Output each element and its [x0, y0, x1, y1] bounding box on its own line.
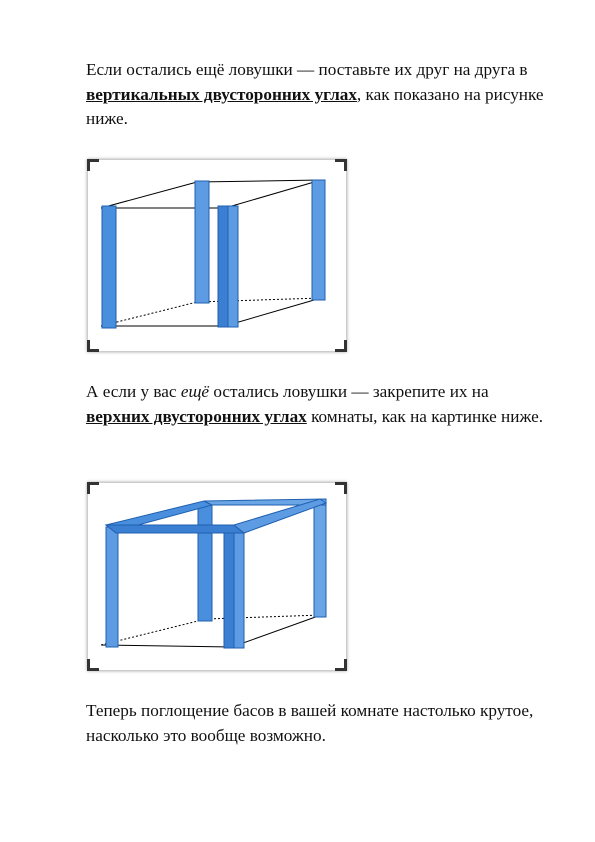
room-diagram-top [88, 483, 346, 670]
trap-front-right [228, 206, 238, 327]
trap-front-right-side [218, 206, 228, 327]
text-span: Если остались ещё ловушки — поставьте их друг на друга в [86, 60, 528, 79]
paragraph-conclusion: Теперь поглощение басов в вашей комнате настолько крутое, насколько это вообще возможно. [86, 701, 534, 745]
frame-corner [335, 482, 347, 494]
trap-front-left [102, 206, 116, 328]
trap-front-right-side [224, 527, 234, 648]
trap-front-left [106, 527, 118, 647]
text-span: , как показано на рисунке ниже. [86, 84, 544, 128]
frame-corner [335, 159, 347, 171]
figure-vertical-corner-traps [87, 159, 347, 352]
room-diagram-vertical [88, 160, 346, 351]
emphasis-top-corners: верхних двусторонних углах [86, 406, 307, 426]
frame-corner [335, 659, 347, 671]
frame-corner [87, 659, 99, 671]
text-span: комнаты, как на картинке ниже. [306, 406, 544, 426]
frame-corner [87, 159, 99, 171]
trap-back-right [312, 180, 325, 300]
text-span: А если у вас [86, 382, 181, 401]
emphasis-vertical-corners: вертикальных двусторонних углах [86, 84, 357, 104]
trap-front-right [234, 527, 244, 648]
trap-back-right [314, 501, 326, 617]
frame-corner [335, 340, 347, 352]
trap-top-front [106, 525, 244, 533]
paragraph-top-corners [86, 380, 556, 429]
trap-back-left [195, 181, 209, 303]
text-span: остались ловушки — закрепите их на [209, 382, 489, 401]
paragraph-vertical-corners [86, 58, 556, 132]
figure-top-corner-traps [87, 482, 347, 671]
trap-back-left [198, 503, 212, 621]
frame-corner [87, 340, 99, 352]
emphasis-italic: ещё [180, 382, 210, 401]
frame-corner [87, 482, 99, 494]
